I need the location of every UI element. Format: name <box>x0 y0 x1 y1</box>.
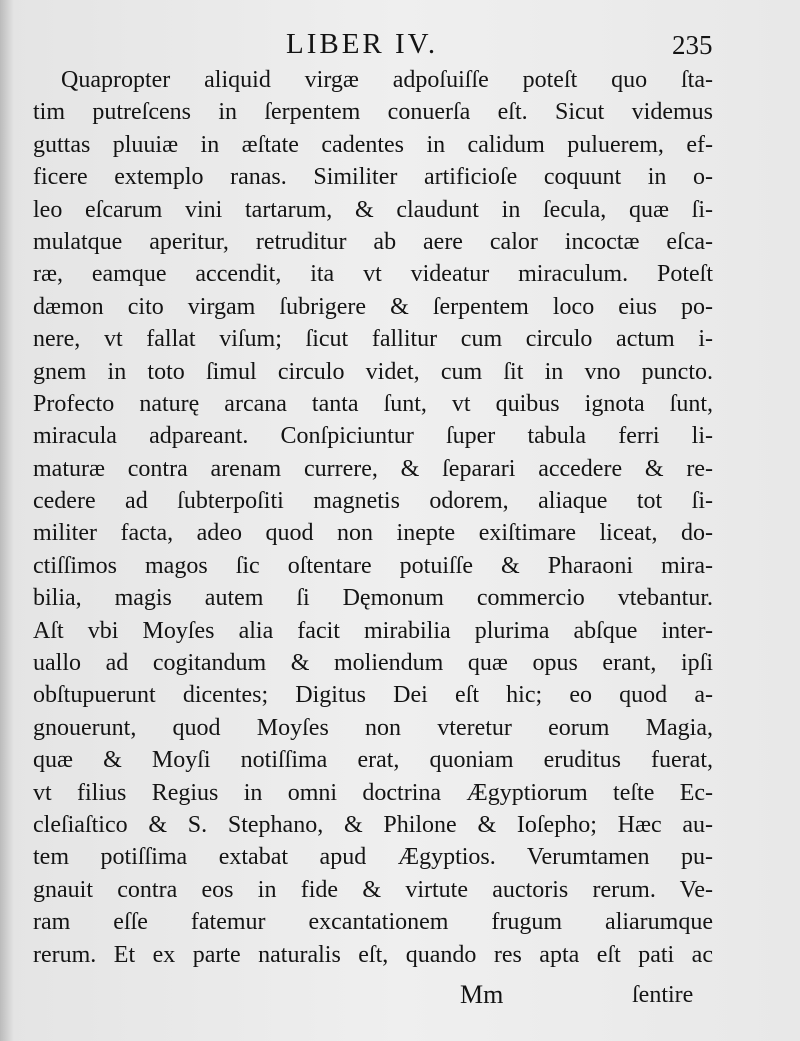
text-line: cleſiaſtico & S. Stephano, & Philone & Ioſepho; Hæc au- <box>33 811 713 838</box>
text-line: tim putreſcens in ſerpentem conuerſa eſt. Sicut videmus <box>33 99 713 126</box>
page-number: 235 <box>672 30 713 60</box>
text-line: maturæ contra arenam currere, & ſeparari accedere & re- <box>33 455 713 482</box>
page-footer <box>0 980 800 1020</box>
text-line: militer facta, adeo quod non inepte exiſtimare liceat, do- <box>33 520 713 547</box>
text-line: gnauit contra eos in fide & virtute auctoris rerum. Ve- <box>33 876 713 903</box>
text-line: guttas pluuiæ in æſtate cadentes in calidum puluerem, ef- <box>33 131 713 158</box>
text-line: bilia, magis autem ſi Dęmonum commercio vtebantur. <box>33 585 713 612</box>
text-line: leo eſcarum vini tartarum, & claudunt in ſecula, quæ ſi- <box>33 196 713 223</box>
text-line: Profecto naturę arcana tanta ſunt, vt quibus ignota ſunt, <box>33 390 713 417</box>
page-header <box>0 28 800 62</box>
text-line: ficere extemplo ranas. Similiter artificioſe coquunt in o- <box>33 164 713 191</box>
text-line: uallo ad cogitandum & moliendum quæ opus erant, ipſi <box>33 650 713 677</box>
text-line: dæmon cito virgam ſubrigere & ſerpentem loco eius po- <box>33 293 713 320</box>
text-line: Quapropter aliquid virgæ adpoſuiſſe poteſt quo ſta- <box>61 67 713 93</box>
text-line: rerum. Et ex parte naturalis eſt, quando res apta eſt pati ac <box>33 941 713 968</box>
text-line: obſtupuerunt dicentes; Digitus Dei eſt hic; eo quod a- <box>33 682 713 709</box>
text-line: quæ & Moyſi notiſſima erat, quoniam eruditus fuerat, <box>33 747 713 774</box>
text-line: cedere ad ſubterpoſiti magnetis odorem, aliaque tot ſi- <box>33 488 713 515</box>
text-line: ctiſſimos magos ſic oſtentare potuiſſe & Pharaoni mira- <box>33 552 713 579</box>
text-line: mulatque aperitur, retruditur ab aere calor incoctæ eſca- <box>33 228 713 255</box>
text-line: gnouerunt, quod Moyſes non vteretur eorum Magia, <box>33 714 713 741</box>
text-line: ræ, eamque accendit, ita vt videatur miraculum. Poteſt <box>33 261 713 288</box>
running-title: LIBER IV. <box>286 28 439 60</box>
text-line: vt filius Regius in omni doctrina Ægyptiorum teſte Ec- <box>33 779 713 806</box>
text-line: ram eſſe fatemur excantationem frugum aliarumque <box>33 909 713 936</box>
body-text <box>33 64 713 971</box>
text-line: Aſt vbi Moyſes alia facit mirabilia plurima abſque inter- <box>33 617 713 644</box>
text-line: miracula adpareant. Conſpiciuntur ſuper tabula ferri li- <box>33 423 713 450</box>
signature-mark: Mm <box>460 980 504 1009</box>
text-line: tem potiſſima extabat apud Ægyptios. Verumtamen pu- <box>33 844 713 871</box>
page-edge-shadow <box>0 0 14 1041</box>
text-line: gnem in toto ſimul circulo videt, cum ſit in vno puncto. <box>33 358 713 385</box>
text-line: nere, vt fallat viſum; ſicut fallitur cum circulo actum i- <box>33 326 713 353</box>
catchword: ſentire <box>632 982 694 1008</box>
